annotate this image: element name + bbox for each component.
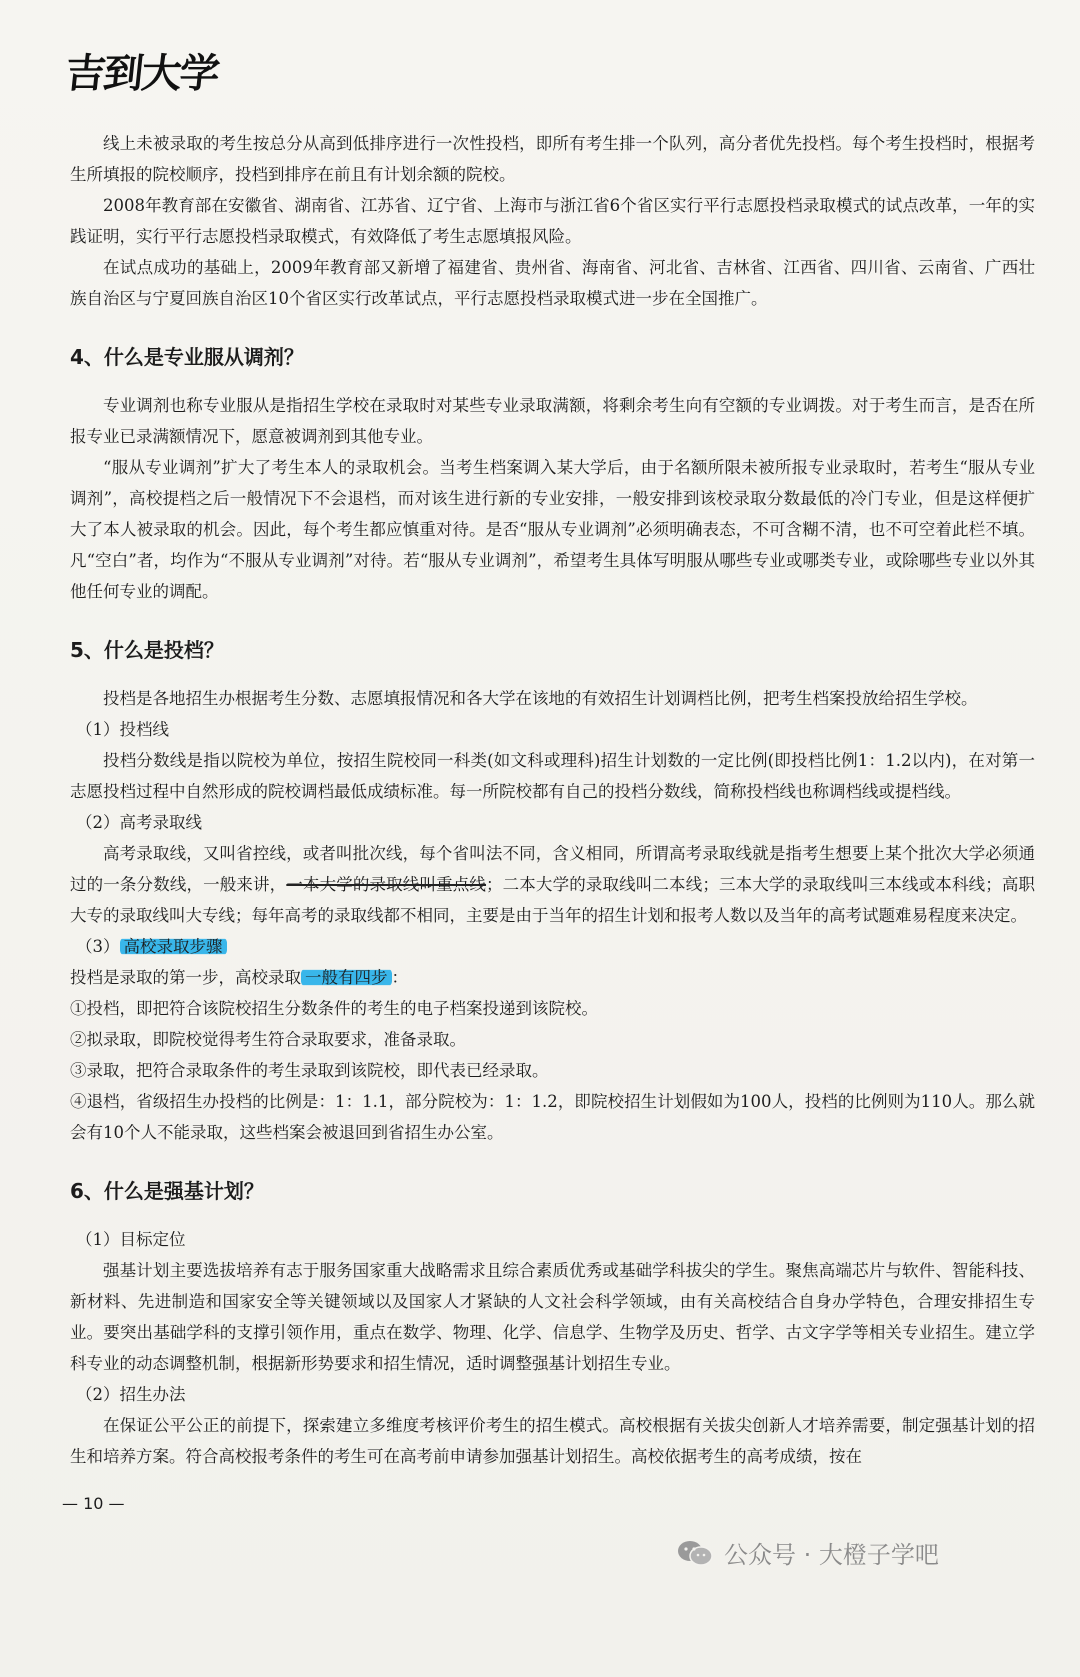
paragraph <box>70 838 1035 931</box>
subsection-heading: （1）投档线 <box>76 720 169 739</box>
watermark <box>676 1535 939 1570</box>
subsection-heading <box>70 931 1035 962</box>
paragraph <box>70 962 1035 993</box>
text-run: 投档是录取的第一步，高校录取 <box>70 968 301 987</box>
subsection-heading: （1）目标定位 <box>76 1230 186 1249</box>
struck-text: 一本大学的录取线叫重点线 <box>286 875 487 894</box>
paragraph: 在保证公平公正的前提下，探索建立多维度考核评价考生的招生模式。高校根据有关拔尖创新人才培养需要，制定强基计划的招生和培养方案。符合高校报考条件的考生可在高考前申请参加强基计划招生。高校依据考生的高考成绩，按在 <box>70 1416 1035 1466</box>
paragraph: 在试点成功的基础上，2009年教育部又新增了福建省、贵州省、海南省、河北省、吉林省、江西省、四川省、云南省、广西壮族自治区与宁夏回族自治区10个省区实行改革试点，平行志愿投档录取模式进一步在全国推广。 <box>70 258 1035 308</box>
list-item: ④退档，省级招生办投档的比例是：1：1.1，部分院校为：1：1.2，即院校招生计划假如为100人，投档的比例则为110人。那么就会有10个人不能录取，这些档案会被退回到省招生办公室。 <box>70 1092 1035 1142</box>
section-heading: 4、什么是专业服从调剂？ <box>70 345 304 369</box>
text-run: （3） <box>76 937 120 956</box>
paragraph: 线上未被录取的考生按总分从高到低排序进行一次性投档，即所有考生排一个队列，高分者优先投档。每个考生投档时，根据考生所填报的院校顺序，投档到排序在前且有计划余额的院校。 <box>70 134 1035 184</box>
wechat-icon <box>676 1538 714 1568</box>
paragraph: 2008年教育部在安徽省、湖南省、江苏省、辽宁省、上海市与浙江省6个省区实行平行志愿投档录取模式的试点改革，一年的实践证明，实行平行志愿投档录取模式，有效降低了考生志愿填报风险。 <box>70 196 1035 246</box>
list-item: ①投档，即把符合该院校招生分数条件的考生的电子档案投递到该院校。 <box>70 999 598 1018</box>
text-run: ；二本大学的录取线叫二本线；三本大学的录取线叫三本线或本科线；高职大专的录取线叫大专线；每年高考的录取线都不相同，主要是由于当年的招生计划和报考人数以及当年的高考试题难易程度来决定。 <box>70 875 1036 925</box>
paragraph: “服从专业调剂”扩大了考生本人的录取机会。当考生档案调入某大学后，由于名额所限未被所报专业录取时，若考生“服从专业调剂”，高校提档之后一般情况下不会退档，而对该生进行新的专业安排，一般安排到该校录取分数最低的冷门专业，但是这样便扩大了本人被录取的机会。因此，每个考生都应慎重对待。是否“服从专业调剂”必须明确表态，不可含糊不清，也不可空着此栏不填。凡“空白”者，均作为“不服从专业调剂”对待。若“服从专业调剂”，希望考生具体写明服从哪些专业或哪类专业，或除哪些专业以外其他任何专业的调配。 <box>70 458 1035 601</box>
text-run: 高考录取线，又叫省控线，或者叫批次线，每个省叫法不同，含义相同，所谓高考录取线就是指考生想要上某个批次大学必须通过的一条分数线，一般来讲， <box>70 844 1035 894</box>
subsection-heading: （2）高考录取线 <box>76 813 202 832</box>
list-item: ③录取，把符合录取条件的考生录取到该院校，即代表已经录取。 <box>70 1061 549 1080</box>
paragraph: 强基计划主要选拔培养有志于服务国家重大战略需求且综合素质优秀或基础学科拔尖的学生。聚焦高端芯片与软件、智能科技、新材料、先进制造和国家安全等关键领域以及国家人才紧缺的人文社会科学领域，由有关高校结合自身办学特色，合理安排招生专业。要突出基础学科的支撑引领作用，重点在数学、物理、化学、信息学、生物学及历史、哲学、古文字学等相关专业招生。建立学科专业的动态调整机制，根据新形势要求和招生情况，适时调整强基计划招生专业。 <box>70 1261 1035 1373</box>
subsection-heading: （2）招生办法 <box>76 1385 186 1404</box>
text-run: ： <box>391 968 408 987</box>
page-number: — 10 — <box>62 1494 125 1513</box>
highlighted-text: 高校录取步骤 <box>120 937 227 956</box>
paragraph: 专业调剂也称专业服从是指招生学校在录取时对某些专业录取满额，将剩余考生向有空额的专业调拨。对于考生而言，是否在所报专业已录满额情况下，愿意被调剂到其他专业。 <box>70 396 1035 446</box>
list-item: ②拟录取，即院校觉得考生符合录取要求，准备录取。 <box>70 1030 466 1049</box>
watermark-text: 公众号 · 大橙子学吧 <box>724 1541 939 1569</box>
brand-logo: 吉到大学 <box>63 51 221 97</box>
paragraph: 投档分数线是指以院校为单位，按招生院校同一科类(如文科或理科)招生计划数的一定比例(即投档比例1：1.2以内)，在对第一志愿投档过程中自然形成的院校调档最低成绩标准。每一所院校都有自己的投档分数线，简称投档线也称调档线或提档线。 <box>70 751 1035 801</box>
highlighted-text: 一般有四步 <box>301 968 392 987</box>
section-heading: 6、什么是强基计划？ <box>70 1179 264 1203</box>
document-body <box>70 128 1035 1472</box>
section-heading: 5、什么是投档？ <box>70 638 224 662</box>
paragraph: 投档是各地招生办根据考生分数、志愿填报情况和各大学在该地的有效招生计划调档比例，把考生档案投放给招生学校。 <box>103 689 978 708</box>
